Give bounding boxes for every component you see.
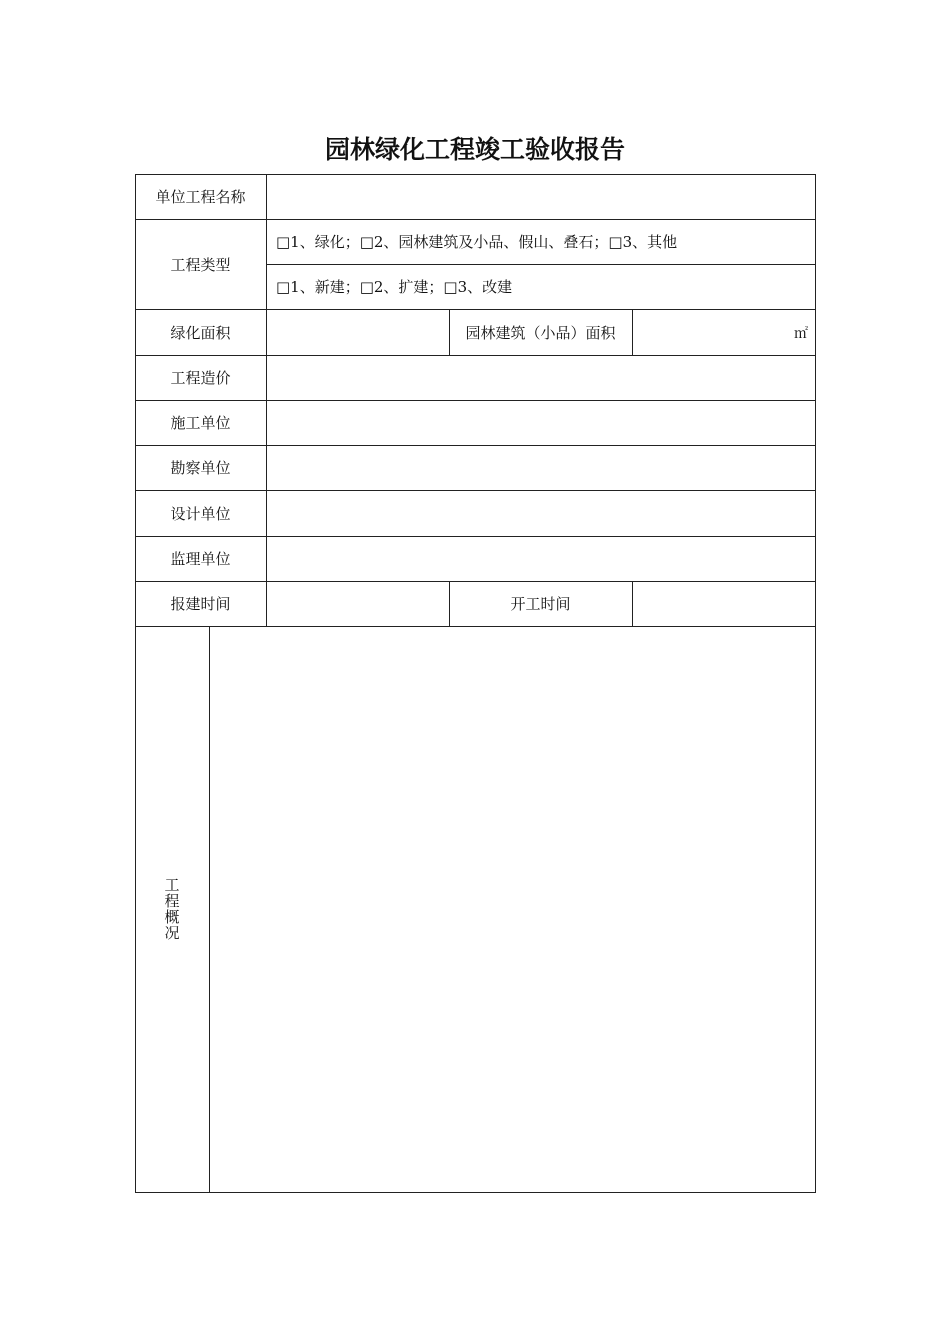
project-cost-field[interactable]: [266, 355, 816, 400]
green-area-field[interactable]: [266, 309, 449, 355]
start-date-field[interactable]: [632, 581, 816, 626]
start-date-label: 开工时间: [510, 595, 571, 613]
project-type-options-category[interactable]: □1、绿化；□2、园林建筑及小品、假山、叠石；□3、其他: [276, 233, 678, 251]
report-date-label: 报建时间: [170, 595, 231, 613]
building-area-label: 园林建筑（小品）面积: [465, 323, 616, 342]
building-area-field[interactable]: ㎡: [794, 326, 808, 342]
project-overview-label-cell: [135, 626, 209, 1192]
table-border-bottom: [135, 1192, 816, 1193]
supervision-unit-field[interactable]: [266, 536, 816, 581]
project-type-label: 工程类型: [170, 255, 231, 274]
report-date-field[interactable]: [266, 581, 449, 626]
project-overview-label: 工程概况: [162, 877, 181, 941]
survey-unit-field[interactable]: [266, 445, 816, 490]
supervision-unit-label: 监理单位: [170, 550, 231, 568]
acceptance-report-table: [135, 174, 816, 1193]
construction-unit-field[interactable]: [266, 400, 816, 445]
project-type-options-nature[interactable]: □1、新建；□2、扩建；□3、改建: [276, 278, 513, 296]
unit-name-label: 单位工程名称: [155, 188, 246, 206]
design-unit-label: 设计单位: [170, 504, 231, 523]
survey-unit-label: 勘察单位: [170, 459, 231, 477]
document-title: 园林绿化工程竣工验收报告: [324, 135, 625, 164]
construction-unit-label: 施工单位: [170, 414, 231, 432]
green-area-label: 绿化面积: [170, 323, 231, 342]
project-overview-field[interactable]: [209, 626, 816, 1192]
unit-name-field[interactable]: [266, 174, 816, 219]
project-cost-label: 工程造价: [170, 369, 231, 387]
design-unit-field[interactable]: [266, 490, 816, 536]
